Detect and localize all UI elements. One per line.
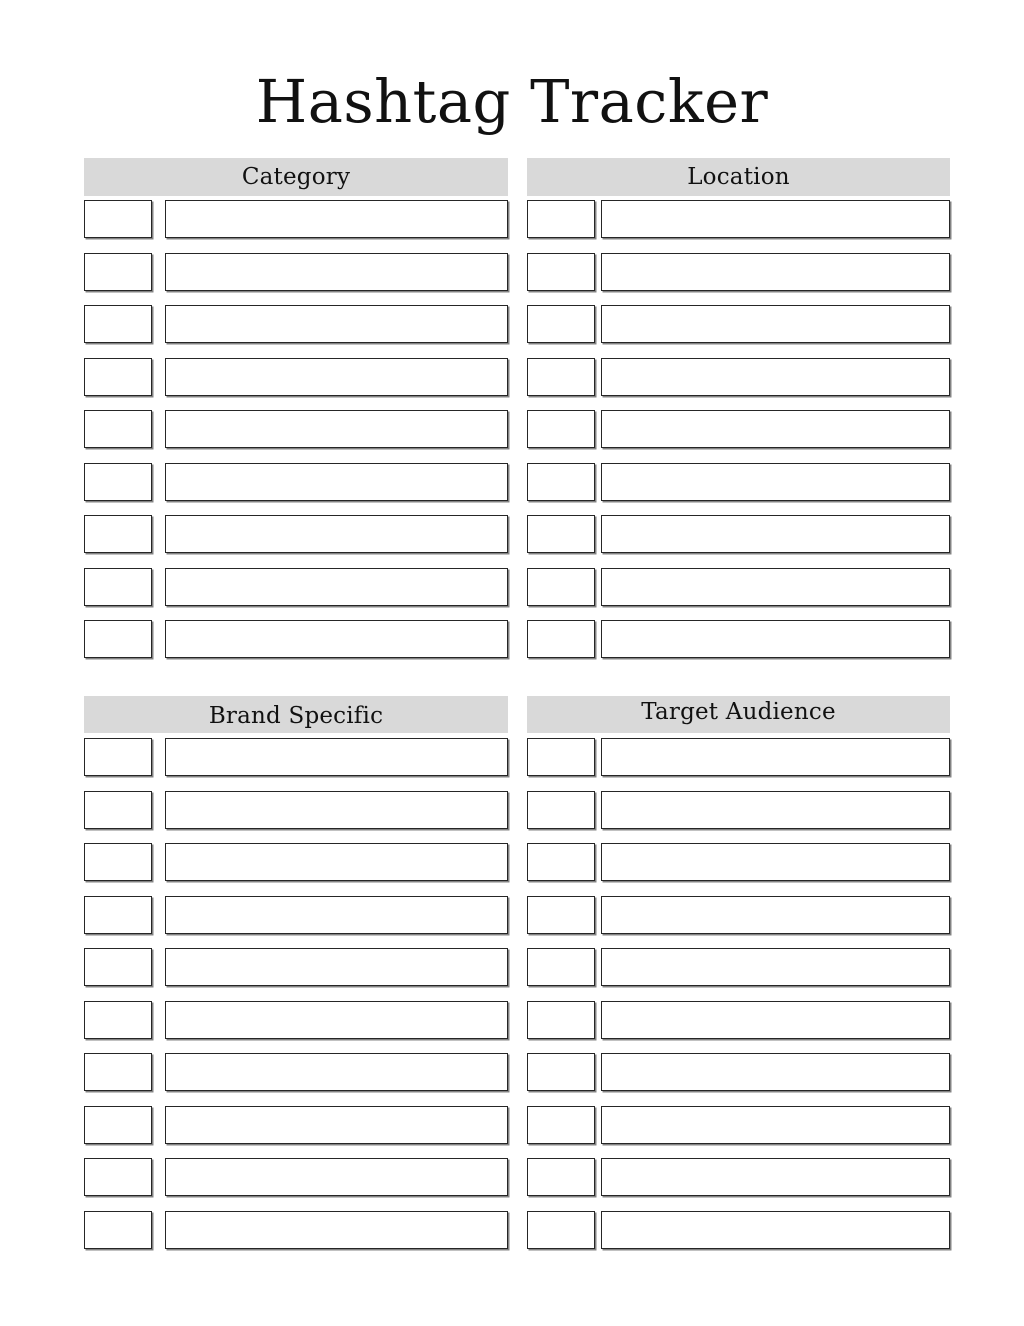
tracker-row (84, 358, 508, 396)
text-field-brand-specific-7[interactable] (165, 1053, 508, 1091)
text-field-target-audience-7[interactable] (601, 1053, 950, 1091)
checkbox-target-audience-6[interactable] (527, 1001, 595, 1039)
tracker-row (84, 463, 508, 501)
checkbox-target-audience-7[interactable] (527, 1053, 595, 1091)
section-brand-specific (84, 696, 508, 1254)
checkbox-brand-specific-6[interactable] (84, 1001, 152, 1039)
text-field-target-audience-9[interactable] (601, 1158, 950, 1196)
checkbox-target-audience-5[interactable] (527, 948, 595, 986)
section-target-audience (527, 696, 950, 1254)
checkbox-category-6[interactable] (84, 463, 152, 501)
checkbox-category-7[interactable] (84, 515, 152, 553)
checkbox-brand-specific-8[interactable] (84, 1106, 152, 1144)
tracker-row (527, 358, 950, 396)
checkbox-brand-specific-5[interactable] (84, 948, 152, 986)
text-field-brand-specific-2[interactable] (165, 791, 508, 829)
checkbox-brand-specific-9[interactable] (84, 1158, 152, 1196)
text-field-target-audience-3[interactable] (601, 843, 950, 881)
tracker-row (84, 896, 508, 934)
checkbox-target-audience-9[interactable] (527, 1158, 595, 1196)
tracker-row (527, 738, 950, 776)
checkbox-location-7[interactable] (527, 515, 595, 553)
tracker-row (527, 791, 950, 829)
tracker-row (84, 1053, 508, 1091)
tracker-row (527, 948, 950, 986)
tracker-row (84, 843, 508, 881)
tracker-row (84, 738, 508, 776)
checkbox-brand-specific-7[interactable] (84, 1053, 152, 1091)
tracker-row (527, 200, 950, 238)
checkbox-target-audience-8[interactable] (527, 1106, 595, 1144)
text-field-location-2[interactable] (601, 253, 950, 291)
text-field-location-9[interactable] (601, 620, 950, 658)
text-field-target-audience-1[interactable] (601, 738, 950, 776)
text-field-category-1[interactable] (165, 200, 508, 238)
checkbox-category-8[interactable] (84, 568, 152, 606)
checkbox-location-4[interactable] (527, 358, 595, 396)
tracker-row (527, 1001, 950, 1039)
section-header-target-audience: Target Audience (527, 696, 950, 733)
checkbox-brand-specific-4[interactable] (84, 896, 152, 934)
tracker-row (527, 305, 950, 343)
tracker-row (84, 1211, 508, 1249)
checkbox-location-1[interactable] (527, 200, 595, 238)
checkbox-category-1[interactable] (84, 200, 152, 238)
checkbox-category-5[interactable] (84, 410, 152, 448)
text-field-location-4[interactable] (601, 358, 950, 396)
tracker-row (84, 568, 508, 606)
tracker-row (84, 305, 508, 343)
checkbox-location-8[interactable] (527, 568, 595, 606)
tracker-row (84, 948, 508, 986)
text-field-target-audience-5[interactable] (601, 948, 950, 986)
checkbox-target-audience-4[interactable] (527, 896, 595, 934)
text-field-brand-specific-8[interactable] (165, 1106, 508, 1144)
tracker-row (84, 515, 508, 553)
tracker-row (527, 515, 950, 553)
text-field-location-5[interactable] (601, 410, 950, 448)
tracker-row (84, 1001, 508, 1039)
checkbox-category-2[interactable] (84, 253, 152, 291)
text-field-brand-specific-9[interactable] (165, 1158, 508, 1196)
checkbox-brand-specific-1[interactable] (84, 738, 152, 776)
checkbox-location-2[interactable] (527, 253, 595, 291)
text-field-category-3[interactable] (165, 305, 508, 343)
text-field-target-audience-2[interactable] (601, 791, 950, 829)
text-field-target-audience-4[interactable] (601, 896, 950, 934)
text-field-brand-specific-1[interactable] (165, 738, 508, 776)
text-field-target-audience-8[interactable] (601, 1106, 950, 1144)
tracker-row (527, 1106, 950, 1144)
section-header-brand-specific: Brand Specific (84, 696, 508, 733)
text-field-category-4[interactable] (165, 358, 508, 396)
checkbox-location-6[interactable] (527, 463, 595, 501)
text-field-brand-specific-3[interactable] (165, 843, 508, 881)
text-field-location-3[interactable] (601, 305, 950, 343)
checkbox-category-9[interactable] (84, 620, 152, 658)
checkbox-target-audience-1[interactable] (527, 738, 595, 776)
tracker-row (527, 1211, 950, 1249)
section-location (527, 158, 950, 666)
tracker-row (527, 896, 950, 934)
tracker-row (527, 410, 950, 448)
text-field-brand-specific-5[interactable] (165, 948, 508, 986)
tracker-row (84, 791, 508, 829)
tracker-row (527, 568, 950, 606)
checkbox-target-audience-3[interactable] (527, 843, 595, 881)
text-field-brand-specific-10[interactable] (165, 1211, 508, 1249)
text-field-category-6[interactable] (165, 463, 508, 501)
checkbox-brand-specific-2[interactable] (84, 791, 152, 829)
text-field-location-7[interactable] (601, 515, 950, 553)
tracker-row (84, 410, 508, 448)
text-field-location-8[interactable] (601, 568, 950, 606)
checkbox-target-audience-10[interactable] (527, 1211, 595, 1249)
checkbox-location-5[interactable] (527, 410, 595, 448)
section-category (84, 158, 508, 666)
text-field-category-7[interactable] (165, 515, 508, 553)
page-title: Hashtag Tracker (255, 67, 769, 136)
tracker-row (527, 843, 950, 881)
checkbox-category-3[interactable] (84, 305, 152, 343)
section-header-category: Category (84, 158, 508, 196)
text-field-category-5[interactable] (165, 410, 508, 448)
text-field-location-1[interactable] (601, 200, 950, 238)
checkbox-location-3[interactable] (527, 305, 595, 343)
tracker-row (527, 253, 950, 291)
checkbox-brand-specific-3[interactable] (84, 843, 152, 881)
section-header-location: Location (527, 158, 950, 196)
tracker-row (527, 620, 950, 658)
checkbox-brand-specific-10[interactable] (84, 1211, 152, 1249)
tracker-row (84, 200, 508, 238)
text-field-brand-specific-6[interactable] (165, 1001, 508, 1039)
text-field-location-6[interactable] (601, 463, 950, 501)
text-field-brand-specific-4[interactable] (165, 896, 508, 934)
text-field-target-audience-10[interactable] (601, 1211, 950, 1249)
tracker-row (84, 1158, 508, 1196)
text-field-category-2[interactable] (165, 253, 508, 291)
checkbox-location-9[interactable] (527, 620, 595, 658)
tracker-row (84, 620, 508, 658)
text-field-category-8[interactable] (165, 568, 508, 606)
text-field-category-9[interactable] (165, 620, 508, 658)
checkbox-target-audience-2[interactable] (527, 791, 595, 829)
checkbox-category-4[interactable] (84, 358, 152, 396)
tracker-row (527, 1158, 950, 1196)
tracker-row (527, 463, 950, 501)
tracker-row (527, 1053, 950, 1091)
tracker-row (84, 253, 508, 291)
tracker-row (84, 1106, 508, 1144)
text-field-target-audience-6[interactable] (601, 1001, 950, 1039)
